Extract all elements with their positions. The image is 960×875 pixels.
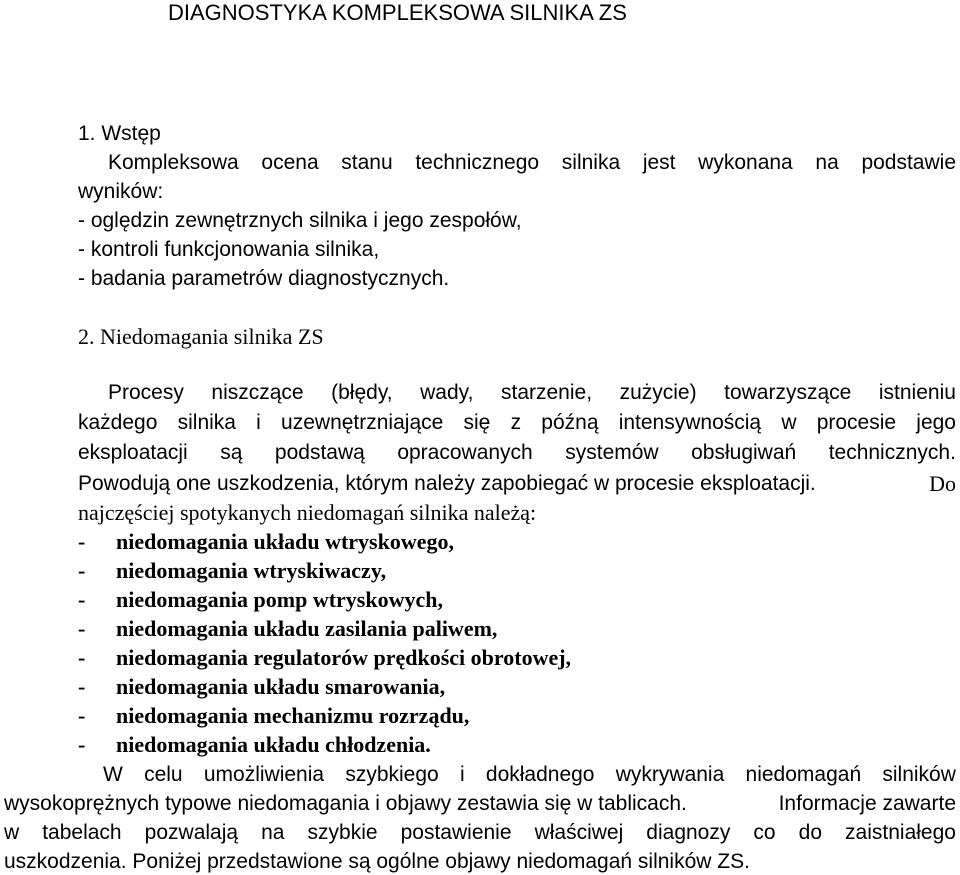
word: i [459,763,465,786]
list-item: - badania parametrów diagnostycznych. [78,267,450,290]
fault-list-item [78,618,497,640]
word: ocena [261,151,319,174]
section-2-paragraph-line-2 [78,412,956,433]
word: opracowanych [397,441,533,464]
word: się [463,411,491,434]
paragraph-text: Powodują one uszkodzenia, którym należy zapobiegać w procesie eksploatacji. [78,472,816,495]
list-dash: - [78,674,86,699]
word: istnieniu [878,381,956,404]
word: na [261,821,285,844]
word: technicznego [415,151,540,174]
fault-list-item [78,705,469,727]
fault-text: niedomagania mechanizmu rozrządu, [116,703,470,728]
fault-text: niedomagania układu wtryskowego, [116,529,455,554]
section-2-paragraph-line-4 [78,473,956,494]
word: eksploatacji [78,441,188,464]
section-2-paragraph-line-3 [78,442,956,463]
section-1-intro-line-1 [108,152,956,173]
section-1-heading: 1. Wstęp [78,122,161,145]
paragraph-text: Informacje zawarte [778,792,956,815]
word: do [798,821,822,844]
closing-paragraph-line-3 [4,822,956,843]
word: procesie [816,411,897,434]
fault-text: niedomagania układu chłodzenia. [116,732,431,757]
word: intensywnością [618,411,762,434]
list-item: - oględzin zewnętrznych silnika i jego zespołów, [78,209,522,232]
word: Kompleksowa [108,151,239,174]
fault-list-item [78,560,386,582]
word: silnika [561,151,621,174]
word: uzewnętrzniające [281,411,444,434]
word: późną [541,411,599,434]
word: postawienie [400,821,512,844]
word: na [815,151,839,174]
fault-list-item [78,531,454,553]
fault-list-item [78,676,445,698]
word: każdego [78,411,158,434]
word: z [510,411,522,434]
word: starzenie, [500,381,593,404]
document-title: DIAGNOSTYKA KOMPLEKSOWA SILNIKA ZS [168,0,627,25]
word: stanu [341,151,393,174]
fault-list-item [78,589,443,611]
word: co [753,821,776,844]
word: podstawie [861,151,956,174]
closing-paragraph-line-1 [103,764,956,785]
word: umożliwienia [203,763,325,786]
fault-text: niedomagania układu smarowania, [116,674,446,699]
word: W [103,763,123,786]
list-dash: - [78,703,86,728]
section-2-paragraph-line-1 [108,382,956,403]
word: są [220,441,243,464]
word: jest [642,151,676,174]
word: szybkie [307,821,378,844]
list-dash: - [78,529,86,554]
word: tabelach [42,821,122,844]
word: i [256,411,261,434]
paragraph-text: Do [929,471,956,496]
word: zaistniałego [845,821,956,844]
word: technicznych. [828,441,956,464]
word: silnika [177,411,236,434]
word: jego [916,411,956,434]
word: właściwej [534,821,624,844]
section-2-heading: 2. Niedomagania silnika ZS [78,324,324,349]
list-item: - kontroli funkcjonowania silnika, [78,238,380,261]
word: niszczące [211,381,304,404]
word: pozwalają [144,821,239,844]
list-dash: - [78,732,86,757]
word: w [781,411,797,434]
list-dash: - [78,587,86,612]
section-2-paragraph-line-5: najczęściej spotykanych niedomagań silnika należą: [78,500,537,525]
fault-list-item [78,647,571,669]
word: silników [882,763,956,786]
word: niedomagań [745,763,862,786]
word: Procesy [108,381,184,404]
fault-text: niedomagania pomp wtryskowych, [116,587,443,612]
fault-text: niedomagania układu zasilania paliwem, [116,616,498,641]
word: szybkiego [345,763,439,786]
word: towarzyszące [724,381,852,404]
word: w [4,821,20,844]
list-dash: - [78,645,86,670]
word: dokładnego [485,763,595,786]
fault-list-item [78,734,431,756]
list-dash: - [78,616,86,641]
word: zużycie) [619,381,697,404]
word: obsługiwań [691,441,797,464]
section-1-intro-line-2: wyników: [78,180,164,203]
word: wady, [420,381,474,404]
fault-text: niedomagania regulatorów prędkości obrotowej, [116,645,572,670]
fault-text: niedomagania wtryskiwaczy, [116,558,387,583]
list-dash: - [78,558,86,583]
word: wykrywania [615,763,725,786]
closing-paragraph-line-2 [4,793,956,814]
word: podstawą [274,441,365,464]
word: wykonana [698,151,793,174]
paragraph-text: wysokoprężnych typowe niedomagania i objawy zestawia się w tablicach. [4,792,687,815]
word: diagnozy [646,821,731,844]
closing-paragraph-line-4: uszkodzenia. Poniżej przedstawione są ogólne objawy niedomagań silników ZS. [4,850,750,873]
word: celu [144,763,183,786]
word: systemów [565,441,659,464]
word: (błędy, [331,381,393,404]
